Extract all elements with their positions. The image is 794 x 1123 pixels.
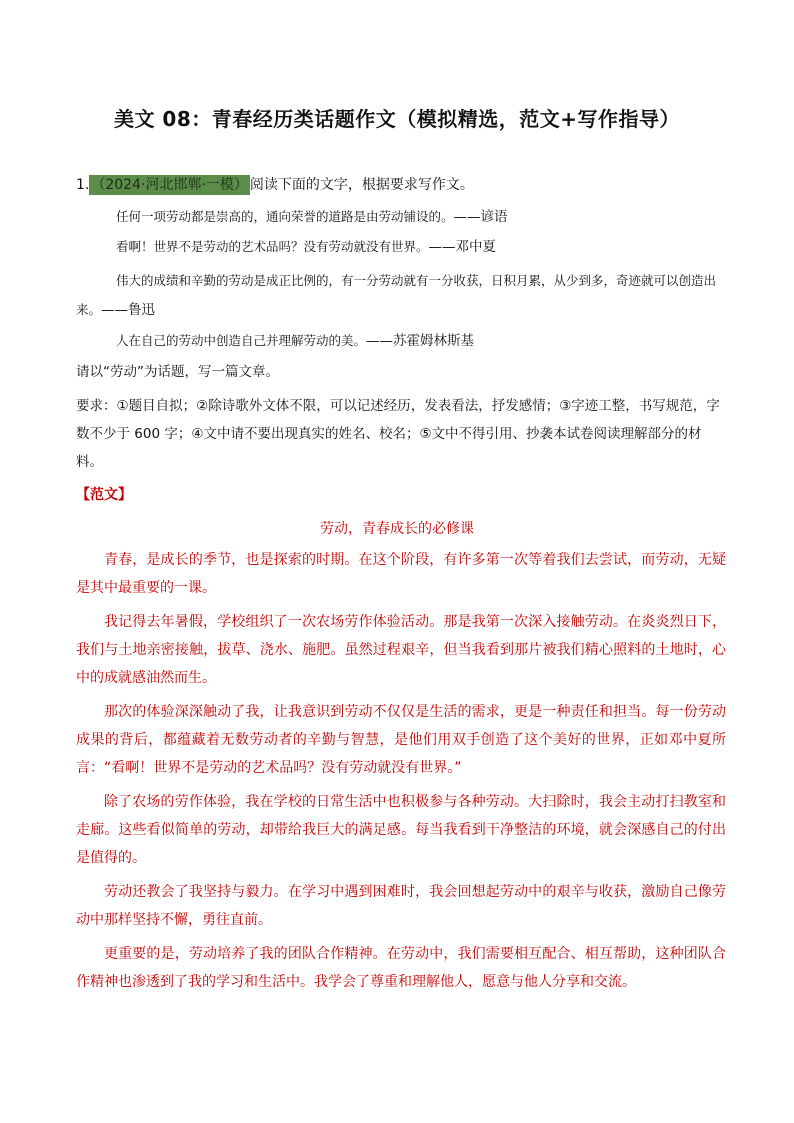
question-prompt: 阅读下面的文字，根据要求写作文。 bbox=[249, 177, 474, 193]
essay-paragraph: 那次的体验深深触动了我，让我意识到劳动不仅仅是生活的需求，更是一种责任和担当。每一份劳动成果的背后，都蕴藏着无数劳动者的辛勤与智慧，是他们用双手创造了这个美好的世界，正如邓中夏所言：“看啊！世界不是劳动的艺术品吗？没有劳动就没有世界。” bbox=[76, 704, 726, 776]
quote-2 bbox=[76, 236, 726, 258]
quote-author: ——苏霍姆林斯基 bbox=[366, 333, 475, 349]
essay-paragraph: 青春，是成长的季节，也是探索的时期。在这个阶段，有许多第一次等着我们去尝试，而劳动，无疑是其中最重要的一课。 bbox=[76, 552, 726, 596]
question-header bbox=[76, 174, 726, 196]
writing-instruction: 请以“劳动”为话题，写一篇文章。 bbox=[76, 364, 279, 380]
essay-body bbox=[76, 546, 726, 1002]
quote-text: 伟大的成绩和辛勤的劳动是成正比例的，有一分劳动就有一分收获，日积月累，从少到多，奇迹就可以创造出来。 bbox=[76, 273, 717, 317]
document-title: 美文 08：青春经历类话题作文（模拟精选，范文+写作指导） bbox=[113, 107, 681, 131]
essay-paragraph: 除了农场的劳作体验，我在学校的日常生活中也积极参与各种劳动。大扫除时，我会主动打扫教室和走廊。这些看似简单的劳动，却带给我巨大的满足感。每当我看到干净整洁的环境，就会深感自己的付出是值得的。 bbox=[76, 794, 726, 866]
quote-3 bbox=[76, 266, 726, 325]
quote-1 bbox=[76, 206, 726, 228]
source-tag: （2024·河北邯郸·一模） bbox=[91, 177, 248, 193]
quote-author: ——谚语 bbox=[453, 209, 508, 225]
quote-text: 人在自己的劳动中创造自己并理解劳动的美。 bbox=[116, 333, 367, 348]
quote-4 bbox=[76, 330, 726, 352]
writing-requirements: 要求：①题目自拟；②除诗歌外文体不限，可以记述经历，发表看法，抒发感情；③字迹工整，书写规范，字数不少于 600 字；④文中请不要出现真实的姓名、校名；⑤文中不得引用、抄袭本试卷阅读理解部分的材料。 bbox=[76, 398, 720, 470]
quote-author: ——邓中夏 bbox=[428, 239, 497, 255]
quote-text: 任何一项劳动都是崇高的，通向荣誉的道路是由劳动铺设的。 bbox=[116, 209, 454, 224]
essay-title: 劳动，青春成长的必修课 bbox=[320, 521, 474, 537]
essay-paragraph: 更重要的是，劳动培养了我的团队合作精神。在劳动中，我们需要相互配合、相互帮助，这种团队合作精神也渗透到了我的学习和生活中。我学会了尊重和理解他人，愿意与他人分享和交流。 bbox=[76, 946, 726, 990]
essay-paragraph: 劳动还教会了我坚持与毅力。在学习中遇到困难时，我会回想起劳动中的艰辛与收获，激励自己像劳动中那样坚持不懈，勇往直前。 bbox=[76, 884, 726, 928]
quote-author: ——鲁迅 bbox=[101, 302, 156, 318]
essay-paragraph: 我记得去年暑假，学校组织了一次农场劳作体验活动。那是我第一次深入接触劳动。在炎炎烈日下，我们与土地亲密接触，拔草、浇水、施肥。虽然过程艰辛，但当我看到那片被我们精心照料的土地时，心中的成就感油然而生。 bbox=[76, 614, 726, 686]
question-number: 1. bbox=[76, 177, 90, 193]
sample-essay-label: 【范文】 bbox=[76, 487, 132, 503]
quote-text: 看啊！世界不是劳动的艺术品吗？没有劳动就没有世界。 bbox=[116, 239, 429, 254]
